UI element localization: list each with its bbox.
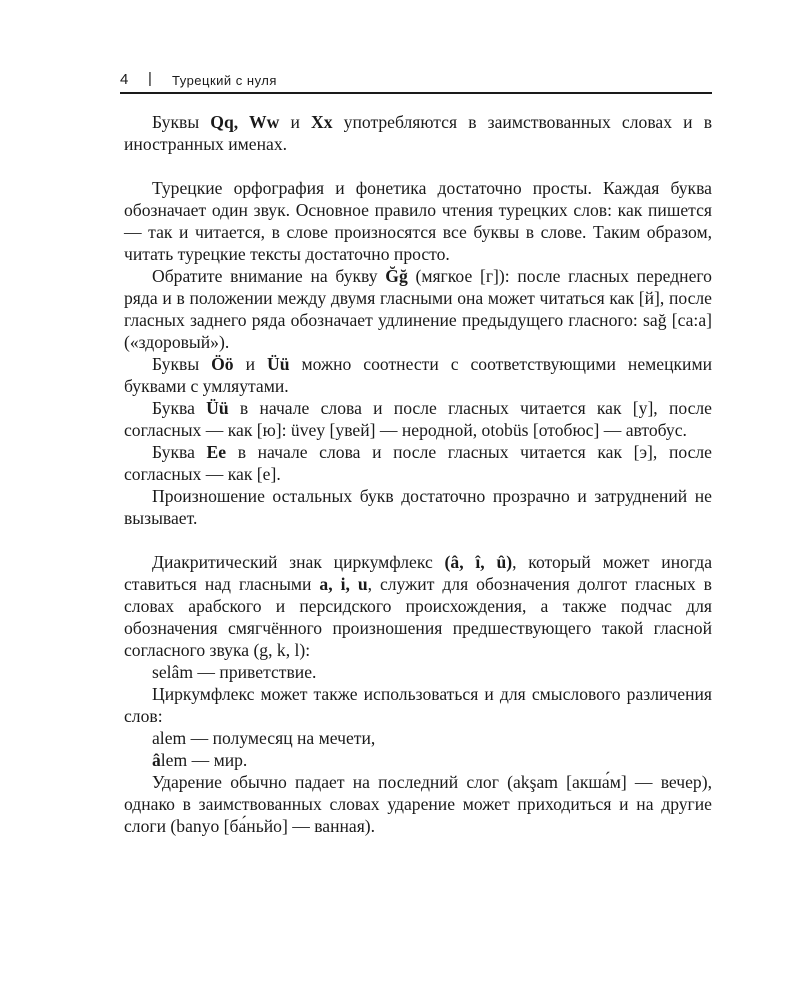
page-number: 4 <box>120 71 129 88</box>
paragraph-letter-u-umlaut: Буква Üü в начале слова и после гласных читается как [у], после согласных — как [ю]: üvey [увей] — неродной, otobüs [отобюс] — автобус. <box>124 398 712 440</box>
paragraph-rare-letters: Буквы Qq, Ww и Xx употребляются в заимствованных словах и в иностранных именах. <box>124 112 713 154</box>
example-alem: alem — полумесяц на мечети, <box>152 728 376 748</box>
paragraph-orthography: Турецкие орфография и фонетика достаточно просты. Каждая буква обозначает один звук. Основное правило чтения турецких слов: как пишется — так и читается, в слове произносятся все буквы в слове. Таким образом, читать турецкие тексты достаточно просто. <box>124 178 712 264</box>
paragraph-circumflex: Диакритический знак циркумфлекс (â, î, û), который может иногда ставиться над гласными a, i, u, служит для обозначения долгот гласных в словах арабского и персидского происхождения, а также подчас для обозначения смягчённого произношения предшествующего такой гласной согласного звука (g, k, l): <box>124 552 713 660</box>
header-separator: | <box>148 70 152 87</box>
paragraph-umlauts: Буквы Öö и Üü можно соотнести с соответствующими немецкими буквами с умляутами. <box>124 354 712 396</box>
paragraph-letter-e: Буква Ee в начале слова и после гласных читается как [э], после согласных — как [е]. <box>124 442 712 484</box>
paragraph-other-letters: Произношение остальных букв достаточно прозрачно и затруднений не вызывает. <box>124 486 712 528</box>
paragraph-soft-g: Обратите внимание на букву Ğğ (мягкое [г]): после гласных переднего ряда и в положении между двумя гласными она может читаться как [й], после гласных заднего ряда обозначает удлинение предыдущего гласного: sağ [са:а] («здоровый»). <box>124 266 712 352</box>
example-alem-circumflex: âlem — мир. <box>152 750 248 770</box>
running-header <box>120 66 712 94</box>
running-title: Турецкий с нуля <box>172 73 277 88</box>
page-body <box>124 111 712 837</box>
paragraph-stress: Ударение обычно падает на последний слог (akşam [акша́м] — вечер), однако в заимствованных словах ударение может приходиться и на другие слоги (banyo [ба́ньйо] — ванная). <box>124 772 712 836</box>
example-selam: selâm — приветствие. <box>152 662 317 682</box>
paragraph-circumflex-meaning: Циркумфлекс может также использоваться и для смыслового различения слов: <box>124 684 712 726</box>
